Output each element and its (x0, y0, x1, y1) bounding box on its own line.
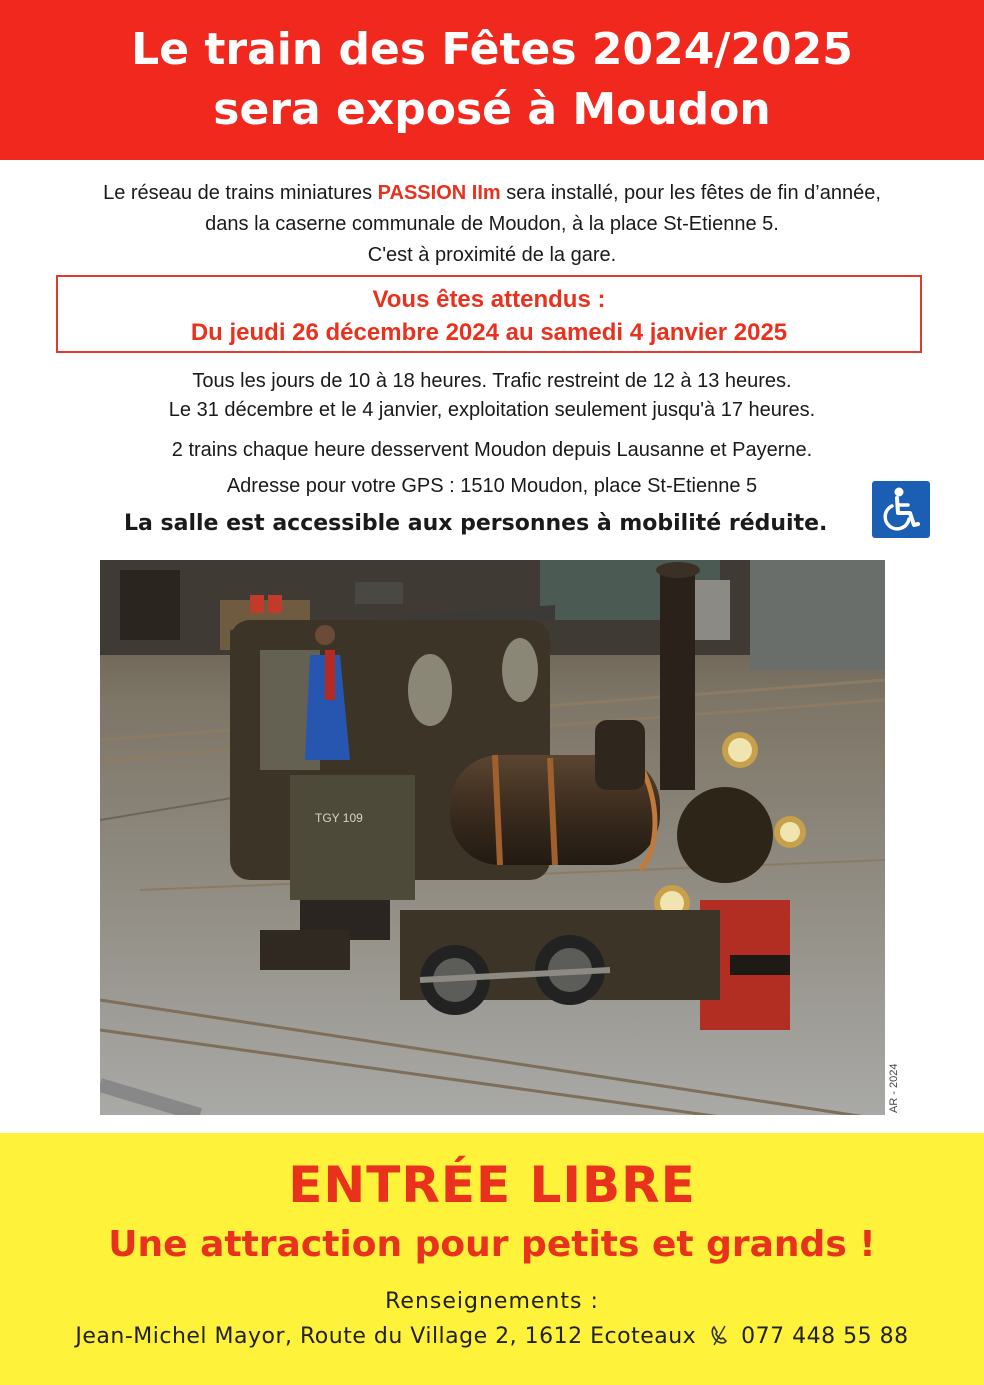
dates-range: Du jeudi 26 décembre 2024 au samedi 4 janvier 2025 (190, 319, 788, 346)
loco-plate: TGY 109 (315, 811, 363, 825)
wheelchair-icon (872, 481, 930, 538)
contact-address: Jean-Michel Mayor, Route du Village 2, 1612 Ecoteaux (75, 1324, 697, 1349)
hours-info (0, 367, 984, 425)
accessibility-note: La salle est accessible aux personnes à mobilité réduite. (124, 511, 828, 536)
train-info: 2 trains chaque heure desservent Moudon depuis Lausanne et Payerne. (171, 439, 813, 461)
header-banner (0, 0, 984, 160)
intro-line-1: Le réseau de trains miniatures PASSION IIm sera installé, pour les fêtes de fin d’année, (103, 182, 881, 204)
locomotive-photo (100, 560, 885, 1115)
slogan: Une attraction pour petits et grands ! (108, 1224, 876, 1265)
brand-name: PASSION IIm (377, 182, 501, 204)
free-entry: ENTRÉE LIBRE (288, 1156, 696, 1214)
intro-line-2: dans la caserne communale de Moudon, à la place St-Etienne 5. (205, 213, 779, 235)
special-hours: Le 31 décembre et le 4 janvier, exploitation seulement jusqu'à 17 heures. (168, 399, 816, 421)
photo-credit: AR - 2024 (888, 1063, 900, 1113)
gps-address: Adresse pour votre GPS : 1510 Moudon, place St-Etienne 5 (226, 475, 758, 497)
dates-heading: Vous êtes attendus : (372, 286, 606, 313)
title-line-1: Le train des Fêtes 2024/2025 (131, 24, 853, 75)
title-line-2: sera exposé à Moudon (213, 84, 771, 135)
intro-line-3: C'est à proximité de la gare. (367, 244, 617, 266)
dates-box (56, 275, 922, 353)
contact-line (0, 1321, 984, 1353)
contact-phone: 077 448 55 88 (741, 1324, 909, 1349)
phone-icon (708, 1324, 730, 1346)
opening-hours: Tous les jours de 10 à 18 heures. Trafic restreint de 12 à 13 heures. (192, 370, 792, 392)
intro-text (0, 178, 984, 271)
footer-banner (0, 1133, 984, 1385)
info-label: Renseignements : (385, 1289, 599, 1314)
